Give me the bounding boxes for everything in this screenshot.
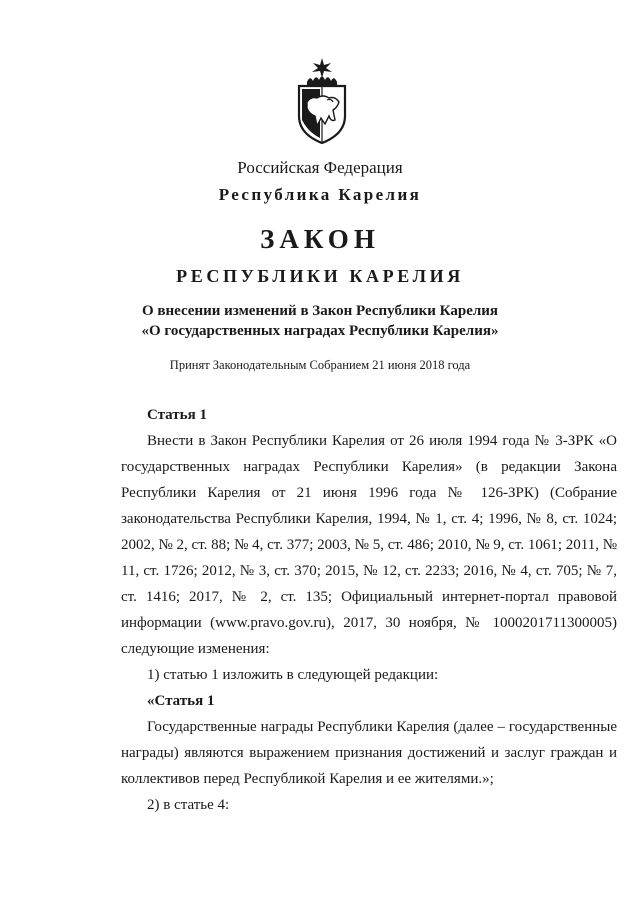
article-1-paragraph: Внести в Закон Республики Карелия от 26 июля 1994 года № 3-ЗРК «О государственных наградах Республики Карелия» (в редакции Закона Республики Карелия от 21 июня 1996 года № 126-ЗРК) (Собрание законодательства Республики Карелия, 1994, № 1, ст. 4; 1996, № 8, ст. 1024; 2002, № 2, ст. 88; № 4, ст. 377; 2003, № 5, ст. 486; 2010, № 9, ст. 1061; 2011, № 11, ст. 1726; 2012, № 3, ст. 370; 2015, № 12, ст. 2233; 2016, № 4, ст. 705; № 7, ст. 1416; 2017, № 2, ст. 135; Официальный интернет-портал правовой информации (www.pravo.gov.ru), 2017, 30 ноября, № 1000201711300005) следующие изменения: [121,433,618,657]
law-subject-line-2: «О государственных наградах Республики Карелия» [141,323,499,339]
quoted-article-heading: «Статья 1 [147,693,215,709]
amendment-item-1: 1) статью 1 изложить в следующей редакции: [147,667,439,683]
karelia-coat-of-arms-icon [293,58,351,144]
document-issuer: РЕСПУБЛИКИ КАРЕЛИЯ [176,266,464,286]
document-type: ЗАКОН [260,224,380,254]
amendment-item-2: 2) в статье 4: [147,797,230,813]
law-body [121,402,617,818]
article-1-heading: Статья 1 [147,407,207,423]
quoted-article-text: Государственные награды Республики Карелия (далее – государственные награды) являются выражением признания достижений и заслуг граждан и коллективов перед Республикой Карелия и ее жителями.»; [121,719,617,787]
federation-name: Российская Федерация [237,158,403,177]
law-subject [0,301,640,341]
adoption-note: Принят Законодательным Собранием 21 июня 2018 года [169,358,471,372]
law-subject-line-1: О внесении изменений в Закон Республики Карелия [141,303,499,319]
republic-name: Республика Карелия [218,185,422,204]
